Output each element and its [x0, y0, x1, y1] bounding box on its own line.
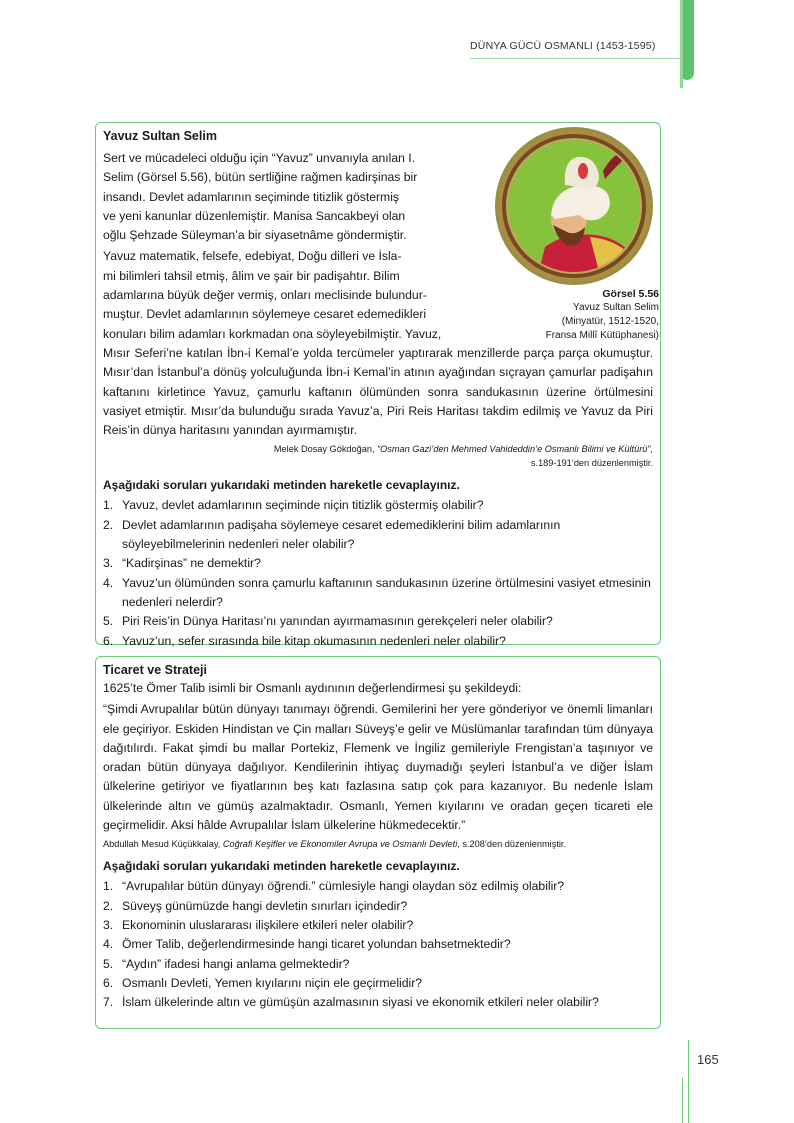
paragraph-line: Sert ve mücadeleci olduğu için “Yavuz” unvanıyla anılan I. [103, 151, 416, 165]
paragraph-line: Yavuz matematik, felsefe, edebiyat, Doğu dilleri ve İsla- [103, 249, 402, 264]
source-citation [103, 442, 653, 470]
footer-rule-short [682, 1078, 683, 1123]
question-item [103, 974, 653, 993]
figure-caption-line: Fransa Millî Kütüphanesi) [545, 330, 659, 341]
paragraph-line: oğlu Şehzade Süleyman’a bir siyasetnâme göndermiştir. [103, 228, 407, 243]
header-rule [470, 58, 680, 59]
question-text: İslam ülkelerinde altın ve gümüşün azalmasının siyasi ve ekonomik etkileri neler olabilir? [122, 995, 599, 1010]
question-number: 1. [103, 879, 114, 894]
section-title: Yavuz Sultan Selim [103, 129, 217, 143]
figure-label: Görsel 5.56 [602, 288, 659, 300]
paragraph-line: ve yeni kanunlar düzenlemiştir. Manisa Sancakbeyi olan [103, 208, 406, 223]
figure-caption-line: Yavuz Sultan Selim [573, 302, 659, 313]
question-number: 3. [103, 917, 114, 932]
question-text: “Kadirşinas” ne demektir? [122, 556, 261, 571]
question-text: Yavuz, devlet adamlarının seçiminde niçin titizlik göstermiş olabilir? [122, 498, 484, 513]
questions-heading: Aşağıdaki soruları yukarıdaki metinden hareketle cevaplayınız. [103, 859, 460, 874]
paragraph-line: adamlarına büyük değer vermiş, onları meclisinde bulundur- [103, 288, 427, 303]
section-intro: 1625’te Ömer Talib isimli bir Osmanlı aydınının değerlendirmesi şu şekildeydi: [103, 681, 522, 695]
question-item [103, 612, 653, 631]
source-citation [103, 837, 653, 851]
citation-title: “Osman Gazi’den Mehmed Vahideddin’e Osmanlı Bilimi ve Kültürü”, [377, 444, 653, 455]
question-text: “Avrupalılar bütün dünyayı öğrendi.” cümlesiyle hangi olaydan söz edilmiş olabilir? [122, 879, 565, 894]
citation-title: Coğrafi Keşifler ve Ekonomiler Avrupa ve Osmanlı Devleti [222, 839, 458, 850]
running-header: DÜNYA GÜCÜ OSMANLI (1453-1595) [470, 40, 656, 52]
question-text: Piri Reis’in Dünya Haritası’nı yanından ayırmamasının gerekçeleri neler olabilir? [122, 614, 553, 629]
question-number: 4. [103, 937, 114, 952]
paragraph-line: insandı. Devlet adamlarının seçiminde titizlik göstermiş [103, 189, 400, 204]
question-number: 6. [103, 633, 114, 648]
question-item [103, 877, 653, 896]
question-text: Ömer Talib, değerlendirmesinde hangi ticaret yolundan bahsetmektedir? [122, 937, 511, 952]
question-item [103, 516, 653, 555]
citation-tail: s.189-191’den düzenlenmiştir. [530, 458, 653, 469]
paragraph-line: konuları bilim adamları korkmadan ona söyleyebilmiştir. Yavuz, [103, 326, 442, 341]
question-text: Yavuz’un, sefer sırasında bile kitap okumasının nedenleri neler olabilir? [122, 633, 506, 648]
paragraph-line: muştur. Devlet adamlarının söylemeye cesaret edemedikleri [103, 307, 427, 322]
question-number: 5. [103, 956, 114, 971]
citation-author: Melek Dosay Gökdoğan, [273, 444, 378, 455]
citation-author: Abdullah Mesud Küçükkalay, [103, 839, 223, 850]
question-number: 1. [103, 498, 114, 513]
quote-body: “Şimdi Avrupalılar bütün dünyayı tanımayı öğrendi. Gemilerini her yere gönderiyor ve önemli limanları ele geçiriyor. Eskiden Hindistan ve Çin malları Süveyş’e gelir ve Müslümanlar tarafından tüm dünyaya dağıtılırdı. Fakat şimdi bu mallar Portekiz, Flemenk ve İngiliz gemileriyle Frengistan’a taşınıyor ve oradan bütün dünyaya dağılıyor. Kendilerinin ihtiyaç duymadığı şeyleri İstanbul’a ve diğer İslam ülkelerine getiriyor ve fiyatlarının beş katı fazlasına satıp çok para kazanıyor. Bu nedenle İslam ülkelerinde altın ve gümüş azalmaktadır. Osmanlı, Yemen kıyılarını ve oradan geçen ticareti ele geçirmelidir. Aksi hâlde Avrupalılar İslam ülkelerine hükmedecektir.” [103, 702, 653, 833]
question-text: Yavuz’un ölümünden sonra çamurlu kaftanının sandukasının üzerine örtülmesini vasiyet etmesinin nedenleri nelerdir? [122, 575, 651, 609]
question-number: 3. [103, 556, 114, 571]
question-text: Osmanlı Devleti, Yemen kıyılarını niçin ele geçirmelidir? [122, 975, 423, 990]
page-number: 165 [697, 1052, 719, 1067]
question-text: Devlet adamlarının padişaha söylemeye cesaret edemediklerini bilim adamlarının söyleyebilmelerinin nedenleri neler olabilir? [122, 517, 561, 552]
paragraph-line: Selim (Görsel 5.56), bütün sertliğine rağmen kadirşinas bir [103, 170, 418, 185]
question-text: Ekonominin uluslararası ilişkilere etkileri neler olabilir? [122, 917, 414, 932]
question-number: 6. [103, 975, 114, 990]
question-text: “Aydın” ifadesi hangi anlama gelmektedir? [122, 956, 350, 971]
question-number: 2. [103, 898, 114, 913]
paragraph-line: mi bilimleri tahsil etmiş, âlim ve şair bir padişahtır. Bilim [103, 268, 400, 283]
question-item [103, 554, 653, 573]
question-item [103, 935, 653, 954]
question-number: 7. [103, 995, 114, 1010]
paragraph-body: Mısır Seferi’ne katılan İbn-i Kemal’e yolda tercümeler yaptırarak menzillerde parça parça okumuştur. Mısır’dan İstanbul’a dönüş yolculuğunda İbn-i Kemal’in atının ayağından sıçrayan çamurlar padişahın kaftanını kirletince Yavuz, çamurlu kaftanın ölümünden sonra sandukasının üzerine örtülmesini vasiyet etmiştir. Mısır’da bulunduğu sırada Yavuz’a, Piri Reis Haritası takdim edilmiş ve Yavuz da Piri Reis’in dünya haritasını yanından ayırmamıştır. [103, 345, 653, 438]
question-item [103, 916, 653, 935]
figure-caption-line: (Minyatür, 1512-1520, [561, 316, 659, 327]
questions-heading: Aşağıdaki soruları yukarıdaki metinden hareketle cevaplayınız. [103, 478, 460, 493]
question-item [103, 496, 653, 515]
question-item [103, 632, 653, 651]
section-title: Ticaret ve Strateji [103, 663, 207, 677]
question-item [103, 993, 653, 1012]
question-number: 2. [103, 517, 114, 532]
question-number: 5. [103, 614, 114, 629]
question-item [103, 897, 653, 916]
footer-rule [688, 1040, 689, 1123]
chapter-side-tab-line [680, 0, 683, 88]
question-number: 4. [103, 575, 114, 590]
question-list [103, 496, 653, 650]
question-text: Süveyş günümüzde hangi devletin sınırları içindedir? [122, 898, 408, 913]
question-item [103, 955, 653, 974]
citation-tail: , s.208’den düzenlenmiştir. [457, 839, 567, 850]
section-yavuz-sultan-selim [95, 122, 661, 648]
question-item [103, 574, 653, 613]
question-list [103, 877, 653, 1012]
section-ticaret-ve-strateji [95, 656, 661, 1029]
